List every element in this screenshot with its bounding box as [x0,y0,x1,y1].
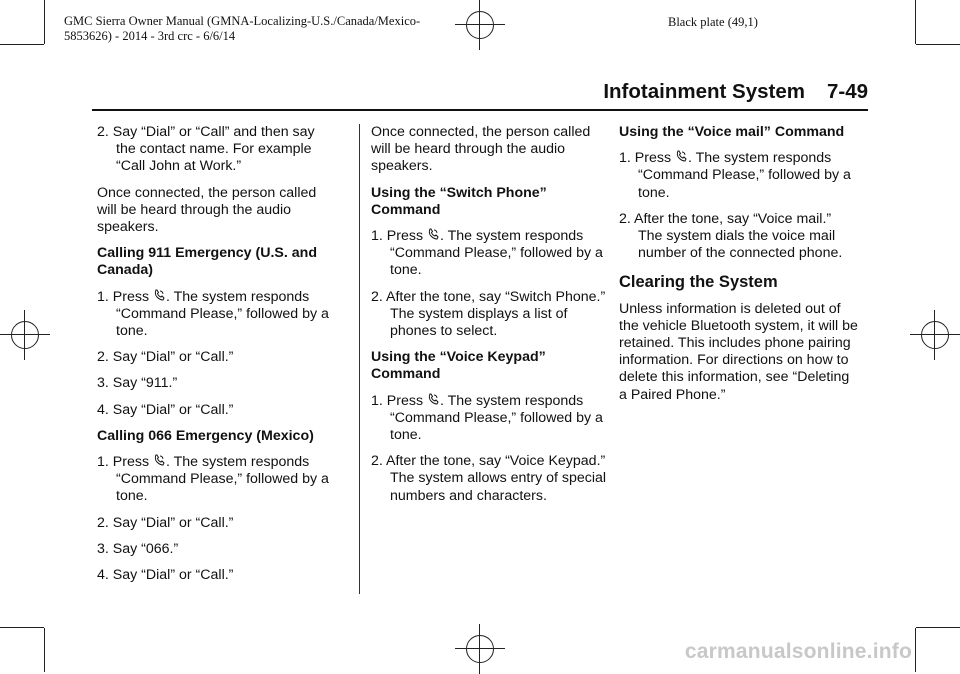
push-to-talk-icon [154,289,165,302]
step-066-press: 1. Press . The system responds “Command Please,” followed by a tone. [97,454,329,505]
step-066-say-dial: 2. Say “Dial” or “Call.” [97,514,234,531]
push-to-talk-icon [676,150,687,163]
heading-switch-phone: Using the “Switch Phone” Command [371,184,547,218]
step-voicemail-press: 1. Press . The system responds “Command Please,” followed by a tone. [619,150,851,201]
step-066-say-066: 3. Say “066.” [97,540,179,557]
print-metadata [64,14,420,44]
step-voicemail-say: 2. After the tone, say “Voice mail.” The system dials the voice mail number of the connected phone. [619,210,843,262]
watermark-text: carmanualsonline.info [684,640,912,663]
step-911-say-dial: 2. Say “Dial” or “Call.” [97,349,234,366]
section-title-clearing: Clearing the System [619,273,778,292]
crop-mark-br-v [915,628,916,672]
running-header [603,80,868,104]
step-keypad-press: 1. Press . The system responds “Command Please,” followed by a tone. [371,392,603,444]
push-to-talk-icon [428,393,439,406]
paragraph-connected: Once connected, the person called will be heard through the audio speakers. [371,124,591,175]
step-switch-press: 1. Press . The system responds “Command Please,” followed by a tone. [371,228,603,279]
crop-mark-bl-v [44,628,45,672]
column-3 [619,124,859,413]
column-divider [359,124,360,594]
registration-mark-left [6,316,44,354]
heading-voice-keypad: Using the “Voice Keypad” Command [371,349,546,383]
step-switch-say: 2. After the tone, say “Switch Phone.” The system displays a list of phones to select. [371,288,606,340]
step-066-say-dial-again: 4. Say “Dial” or “Call.” [97,567,234,584]
column-1 [97,124,337,593]
plate-label: Black plate (49,1) [668,15,758,29]
step-911-say-911: 3. Say “911.” [97,375,178,392]
heading-calling-911: Calling 911 Emergency (U.S. and Canada) [97,245,317,279]
metadata-line-1: GMC Sierra Owner Manual (GMNA-Localizing-U.S./Canada/Mexico- [64,14,421,28]
step-say-dial-contact: 2. Say “Dial” or “Call” and then say the contact name. For example “Call John at Work.” [97,124,315,175]
step-keypad-say: 2. After the tone, say “Voice Keypad.” The system allows entry of special numbers and characters. [371,453,607,504]
push-to-talk-icon [154,454,165,467]
column-2 [371,124,611,514]
crop-mark-bl-h [0,627,44,628]
crop-mark-tr-h [916,44,960,45]
crop-mark-tl-h [0,44,44,45]
paragraph-clearing: Unless information is deleted out of the vehicle Bluetooth system, it will be retained. This includes phone pairing information. For directions on how to delete this information, see “Deleting a Paired Phone.” [619,300,858,403]
crop-mark-tr-v [915,0,916,44]
step-911-say-dial-again: 4. Say “Dial” or “Call.” [97,401,234,418]
registration-mark-right [916,316,954,354]
crop-mark-br-h [916,627,960,628]
header-rule [92,109,868,111]
page-number: 7-49 [826,80,868,103]
heading-calling-066: Calling 066 Emergency (Mexico) [97,427,314,444]
registration-mark-bottom [461,630,499,668]
crop-mark-tl-v [44,0,45,44]
heading-voice-mail: Using the “Voice mail” Command [619,124,845,140]
registration-mark-top [461,6,499,44]
section-name: Infotainment System [603,80,805,103]
push-to-talk-icon [428,228,439,241]
step-911-press: 1. Press . The system responds “Command Please,” followed by a tone. [97,288,329,340]
paragraph-connected: Once connected, the person called will be heard through the audio speakers. [97,184,317,236]
metadata-line-2: 5853626) - 2014 - 3rd crc - 6/6/14 [64,29,236,43]
